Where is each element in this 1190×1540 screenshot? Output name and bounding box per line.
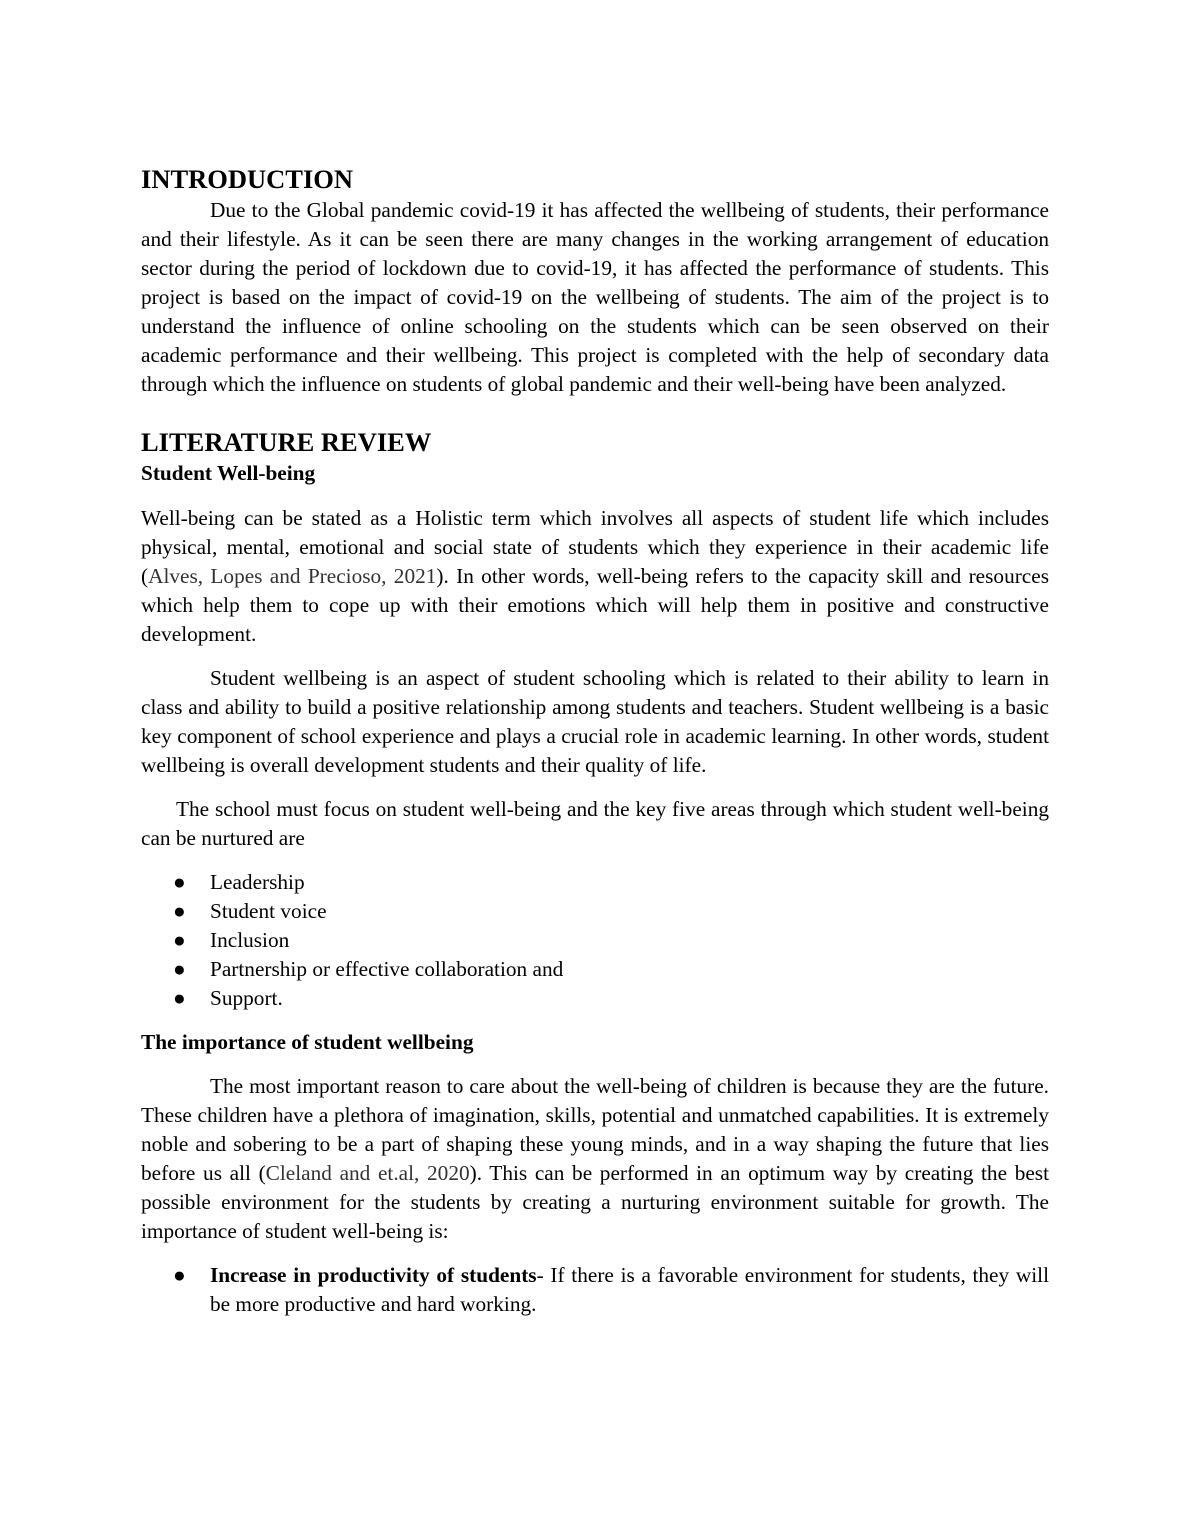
list-item-text: Leadership bbox=[210, 870, 305, 894]
importance-paragraph bbox=[141, 1072, 1049, 1246]
introduction-paragraph: Due to the Global pandemic covid-19 it has affected the wellbeing of students, their performance and their lifestyle. As it can be seen there are many changes in the working arrangement of education sector during the period of lockdown due to covid-19, it has affected the performance of students. This project is based on the impact of covid-19 on the wellbeing of students. The aim of the project is to understand the influence of online schooling on the students which can be seen observed on their academic performance and their wellbeing. This project is completed with the help of secondary data through which the influence on students of global pandemic and their well-being have been analyzed. bbox=[141, 198, 1049, 396]
citation-cleland: Cleland and et.al, 2020 bbox=[265, 1161, 470, 1185]
literature-review-heading: LITERATURE REVIEW bbox=[141, 427, 432, 457]
citation-alves: Alves, Lopes and Precioso, 2021 bbox=[148, 564, 437, 588]
importance-paragraph-text-b: ). This can be performed in an optimum way by creating the best possible environment for the students by creating a nurturing environment suitable for growth. The importance of student well-being is: bbox=[141, 1161, 1049, 1243]
importance-points-list bbox=[141, 1261, 1049, 1319]
importance-heading: The importance of student wellbeing bbox=[141, 1030, 474, 1054]
bullet-icon: ● bbox=[173, 957, 186, 981]
list-item-text: Partnership or effective collaboration and bbox=[210, 957, 564, 981]
list-item bbox=[141, 1261, 1049, 1319]
wellbeing-paragraph-3: The school must focus on student well-being and the key five areas through which student well-being can be nurtured are bbox=[141, 797, 1049, 850]
bullet-icon: ● bbox=[173, 986, 186, 1010]
list-item-text: Student voice bbox=[210, 899, 327, 923]
bullet-icon: ● bbox=[173, 899, 186, 923]
introduction-heading: INTRODUCTION bbox=[141, 164, 354, 194]
list-item bbox=[141, 955, 1049, 984]
wellbeing-areas-list bbox=[141, 868, 1049, 1013]
list-item bbox=[141, 984, 1049, 1013]
bullet-icon: ● bbox=[173, 870, 186, 894]
wellbeing-paragraph-1 bbox=[141, 504, 1049, 649]
point-term: Increase in productivity of students bbox=[210, 1263, 537, 1287]
student-wellbeing-heading: Student Well-being bbox=[141, 461, 316, 485]
bullet-icon: ● bbox=[173, 1263, 186, 1287]
wellbeing-paragraph-2: Student wellbeing is an aspect of student schooling which is related to their ability to learn in class and ability to build a positive relationship among students and teachers. Student wellbeing is a basic key component of school experience and plays a crucial role in academic learning. In other words, student wellbeing is overall development students and their quality of life. bbox=[141, 666, 1049, 777]
list-item bbox=[141, 868, 1049, 897]
wellbeing-paragraph-1-text-a: Well-being can be stated as a Holistic term which involves all aspects of student life which includes physical, mental, emotional and social state of students which they experience in their academic life ( bbox=[141, 506, 1049, 588]
importance-paragraph-text-a: The most important reason to care about the well-being of children is because they are the future. These children have a plethora of imagination, skills, potential and unmatched capabilities. It is extremely noble and sobering to be a part of shaping these young minds, and in a way shaping the future that lies before us all ( bbox=[141, 1074, 1049, 1185]
bullet-icon: ● bbox=[173, 928, 186, 952]
list-item-text: Support. bbox=[210, 986, 283, 1010]
list-item bbox=[141, 926, 1049, 955]
point-text: - If there is a favorable environment for students, they will be more productive and hard working. bbox=[210, 1263, 1050, 1316]
list-item bbox=[141, 897, 1049, 926]
document-page bbox=[141, 162, 1049, 1319]
wellbeing-paragraph-1-text-b: ). In other words, well-being refers to the capacity skill and resources which help them to cope up with their emotions which will help them in positive and constructive development. bbox=[141, 564, 1050, 646]
list-item-text: Inclusion bbox=[210, 928, 290, 952]
